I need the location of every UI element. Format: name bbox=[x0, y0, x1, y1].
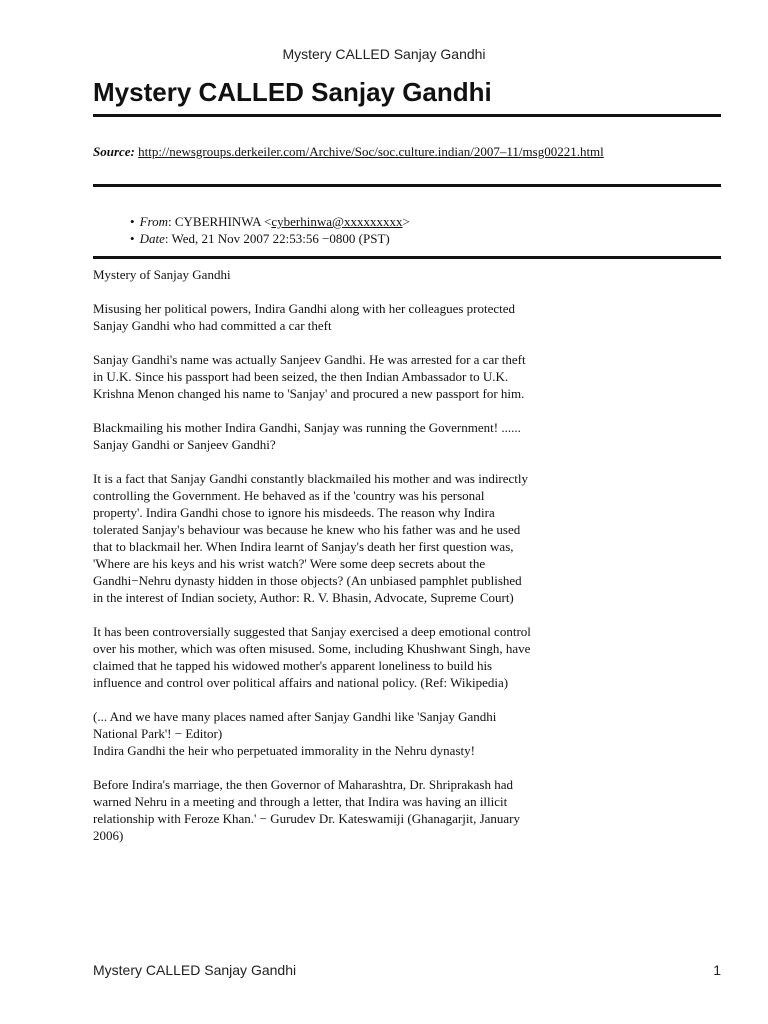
page-title: Mystery CALLED Sanjay Gandhi bbox=[93, 77, 492, 107]
divider bbox=[93, 256, 721, 259]
paragraph: Blackmailing his mother Indira Gandhi, Sanjay was running the Government! ...... Sanjay Gandhi or Sanjeev Gandhi? bbox=[93, 420, 521, 452]
paragraph: It has been controversially suggested that Sanjay exercised a deep emotional control over his mother, which was often misused. Some, including Khushwant Singh, have claimed that he tapped his widowed mother's apparent loneliness to build his influence and control over political affairs and national policy. (Ref: Wikipedia) bbox=[93, 624, 531, 690]
email-link[interactable]: cyberhinwa@xxxxxxxxx bbox=[271, 214, 403, 229]
paragraph: It is a fact that Sanjay Gandhi constantly blackmailed his mother and was indirectly controlling the Government. He behaved as if the 'country was his personal property'. Indira Gandhi chose to ignore his misdeeds. The reason why Indira tolerated Sanjay's behaviour was because he knew who his father was and he used that to blackmail her. When Indira learnt of Sanjay's death her first question was, 'Where are his keys and his wrist watch?' Were some deep secrets about the Gandhi−Nehru dynasty hidden in those objects? (An unbiased pamphlet published in the interest of Indian society, Author: R. V. Bhasin, Advocate, Supreme Court) bbox=[93, 471, 529, 605]
paragraph: Mystery of Sanjay Gandhi bbox=[93, 267, 231, 282]
source-link[interactable]: http://newsgroups.derkeiler.com/Archive/Soc/soc.culture.indian/2007–11/msg00221.html bbox=[138, 144, 604, 159]
running-footer: Mystery CALLED Sanjay Gandhi bbox=[93, 962, 297, 978]
paragraph: Misusing her political powers, Indira Gandhi along with her colleagues protected Sanjay Gandhi who had committed a car theft bbox=[93, 301, 516, 333]
paragraph: Sanjay Gandhi's name was actually Sanjeev Gandhi. He was arrested for a car theft in U.K. Since his passport had been seized, the then Indian Ambassador to U.K. Krishna Menon changed his name to 'Sanjay' and procured a new passport for him. bbox=[93, 352, 526, 401]
source-line bbox=[93, 144, 604, 160]
meta-from-name: CYBERHINWA < bbox=[174, 214, 272, 229]
running-header: Mystery CALLED Sanjay Gandhi bbox=[282, 46, 486, 62]
article-body bbox=[93, 266, 533, 861]
meta-date-value: Wed, 21 Nov 2007 22:53:56 −0800 (PST) bbox=[171, 231, 390, 246]
paragraph: Indira Gandhi the heir who perpetuated immorality in the Nehru dynasty! bbox=[93, 743, 475, 758]
message-meta-list bbox=[130, 213, 410, 247]
meta-from-close: > bbox=[402, 214, 410, 229]
meta-from: • From: CYBERHINWA <cyberhinwa@xxxxxxxxx> bbox=[130, 213, 410, 230]
paragraph: Before Indira's marriage, the then Governor of Maharashtra, Dr. Shriprakash had warned Nehru in a meeting and through a letter, that Indira was having an illicit relationship with Feroze Khan.' − Gurudev Dr. Kateswamiji (Ghanagarjit, January 2006) bbox=[93, 777, 521, 843]
meta-from-label: From bbox=[139, 214, 168, 229]
meta-date: • Date: Wed, 21 Nov 2007 22:53:56 −0800 (PST) bbox=[130, 230, 410, 247]
divider bbox=[93, 114, 721, 117]
page-number: 1 bbox=[713, 962, 721, 978]
divider bbox=[93, 184, 721, 187]
source-label: Source: bbox=[93, 144, 135, 159]
paragraph: (... And we have many places named after Sanjay Gandhi like 'Sanjay Gandhi National Park'! − Editor) bbox=[93, 709, 497, 741]
meta-date-label: Date bbox=[139, 231, 165, 246]
